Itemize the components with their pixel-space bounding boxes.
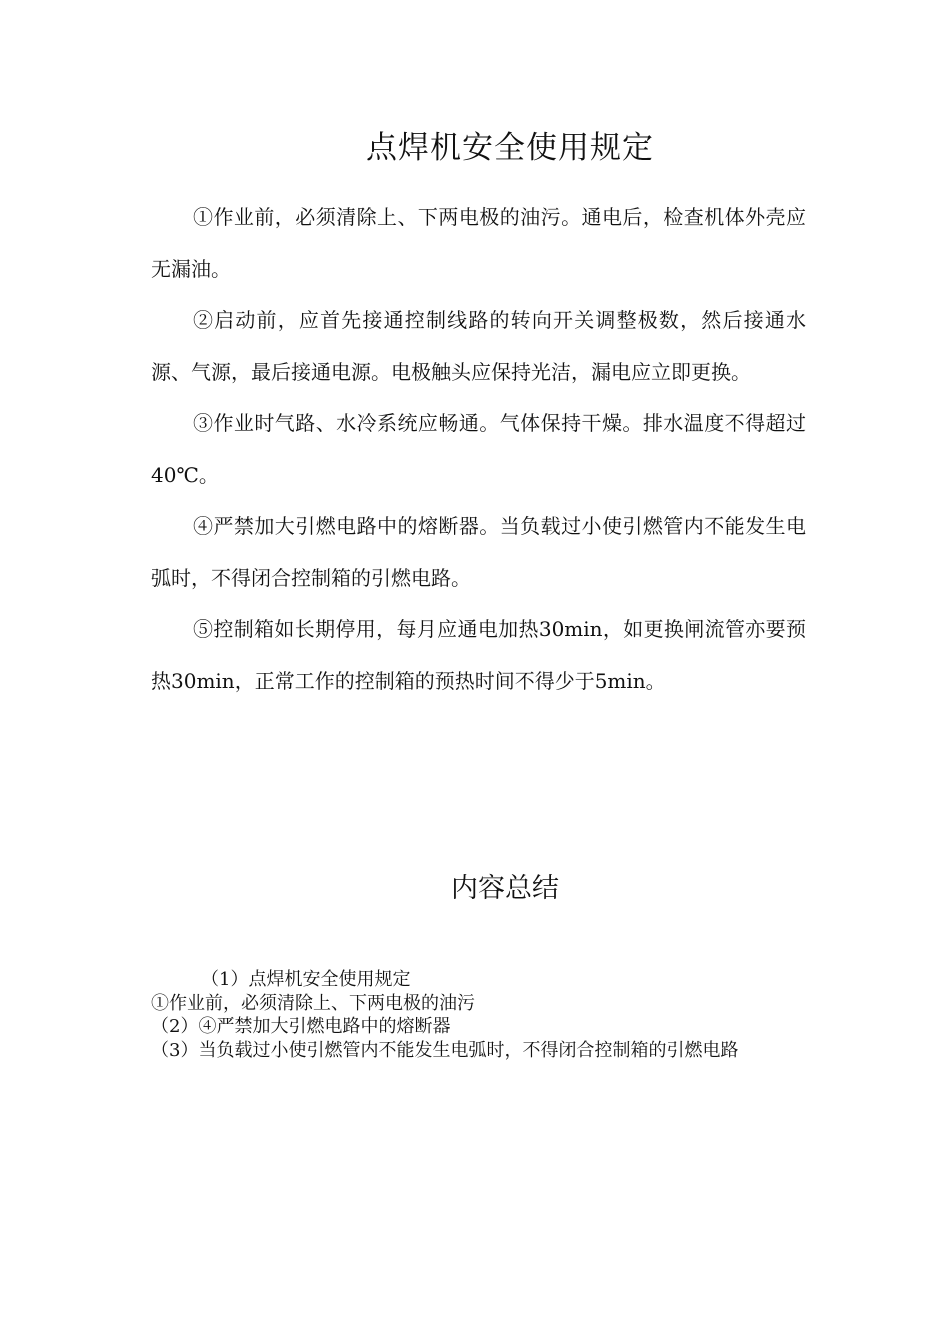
rule-paragraph-1: ①作业前，必须清除上、下两电极的油污。通电后，检查机体外壳应无漏油。 bbox=[151, 205, 806, 281]
rule-paragraph-2: ②启动前，应首先接通控制线路的转向开关调整极数，然后接通水源、气源，最后接通电源。电极触头应保持光洁，漏电应立即更换。 bbox=[151, 308, 806, 384]
rule-paragraph-5: ⑤控制箱如长期停用，每月应通电加热30min，如更换闸流管亦要预热30min，正常工作的控制箱的预热时间不得少于5min。 bbox=[151, 617, 806, 693]
document-title: 点焊机安全使用规定 bbox=[366, 130, 654, 166]
document-body bbox=[151, 192, 806, 707]
summary-section bbox=[151, 968, 791, 1062]
summary-title: 内容总结 bbox=[451, 873, 559, 904]
summary-line-1: （1）点焊机安全使用规定 bbox=[201, 969, 411, 990]
summary-line-4: （3）当负载过小使引燃管内不能发生电弧时，不得闭合控制箱的引燃电路 bbox=[151, 1039, 739, 1061]
summary-line-2: ①作业前，必须清除上、下两电极的油污 bbox=[151, 992, 475, 1014]
rule-paragraph-3: ③作业时气路、水冷系统应畅通。气体保持干燥。排水温度不得超过40℃。 bbox=[151, 411, 806, 487]
rule-paragraph-4: ④严禁加大引燃电路中的熔断器。当负载过小使引燃管内不能发生电弧时，不得闭合控制箱的引燃电路。 bbox=[151, 514, 806, 590]
summary-line-3: （2）④严禁加大引燃电路中的熔断器 bbox=[151, 1016, 451, 1037]
